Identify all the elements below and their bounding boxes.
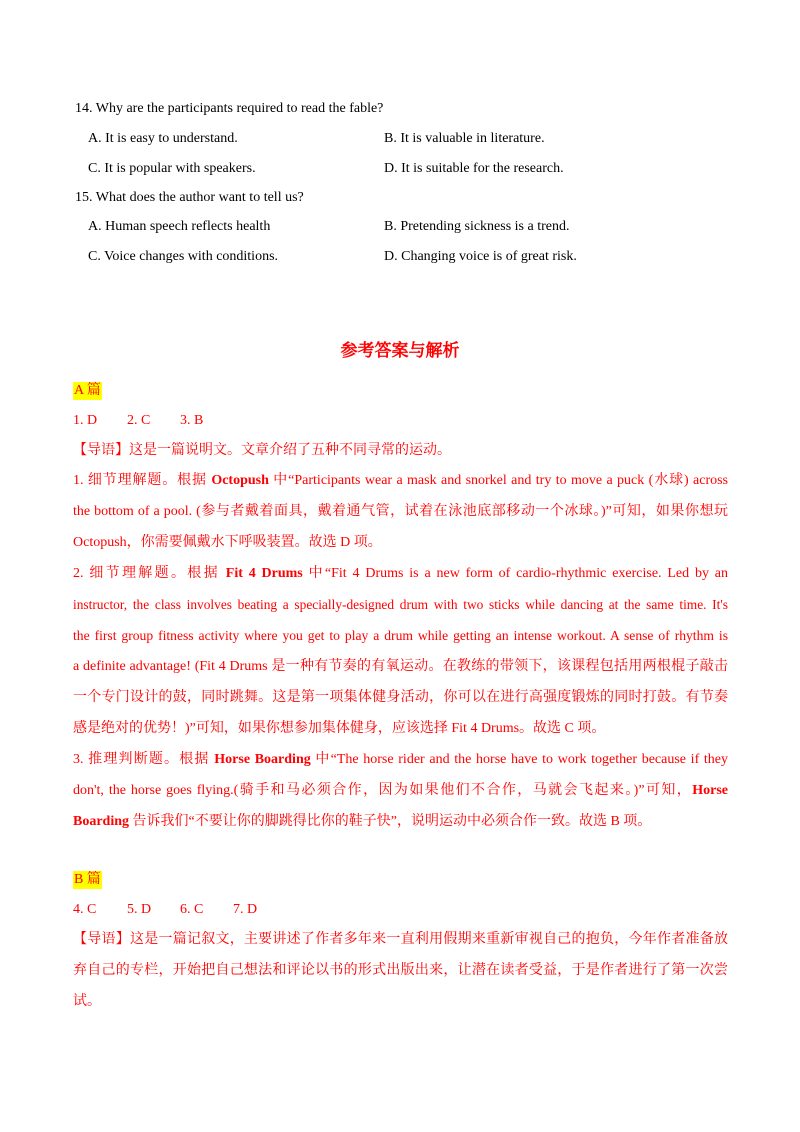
answers-title: 参考答案与解析 (340, 341, 460, 361)
explanation-1-line-2: the bottom of a pool. (参与者戴着面具，戴着通气管，试着在泳池底部移动一个冰球。)”可知，如果你想玩 (73, 504, 728, 519)
explanation-3-line-1 (73, 751, 728, 769)
section-a-intro: 【导语】这是一篇说明文。文章介绍了五种不同寻常的运动。 (73, 443, 451, 458)
explanation-3-lead: 3. 推理判断题。根据 (73, 752, 215, 767)
explanation-1-line-3: Octopush，你需要佩戴水下呼吸装置。故选 D 项。 (73, 535, 382, 550)
explanation-2-line-1 (73, 565, 728, 583)
explanation-1-quote: 中“Participants wear a mask and snorkel and try to move a puck (水球) across (268, 473, 728, 488)
explanation-1-lead: 1. 细节理解题。根据 (73, 473, 212, 488)
section-b-answers (73, 901, 728, 919)
explanation-3-conclusion: 告诉我们“不要让你的脚跳得比你的鞋子快”，说明运动中必须合作一致。故选 B 项。 (129, 814, 652, 829)
answer-5: 5. D (127, 902, 152, 917)
question-14-stem: 14. Why are the participants required to read the fable? (75, 101, 384, 116)
answer-2: 2. C (127, 413, 151, 428)
section-b-tag: B 篇 (74, 872, 101, 887)
explanation-1-line-1 (73, 472, 728, 490)
explanation-3-quote: 中“The horse rider and the horse have to work together because if they (310, 752, 728, 767)
explanation-3-keyword-2b: Boarding (73, 814, 130, 829)
explanation-3-keyword: Horse Boarding (214, 752, 311, 767)
question-15-option-d: D. Changing voice is of great risk. (384, 249, 577, 264)
explanation-3-quote-end: don't, the horse goes flying.(骑手和马必须合作，因为如果他们不合作，马就会飞起来。)”可知， (73, 783, 693, 798)
question-15-stem: 15. What does the author want to tell us? (75, 190, 304, 205)
question-15-option-a: A. Human speech reflects health (88, 219, 271, 234)
section-a-tag: A 篇 (74, 383, 101, 398)
answer-6: 6. C (180, 902, 204, 917)
explanation-2-quote: 中“Fit 4 Drums is a new form of cardio-rhythmic exercise. Led by an (302, 566, 728, 581)
question-15-option-b: B. Pretending sickness is a trend. (384, 219, 570, 234)
explanation-2-line-3: the first group fitness activity where you get to play a drum while getting an intense workout. A sense of rhythm is (73, 628, 728, 643)
explanation-2-line-5: 一个专门设计的鼓，同时跳舞。这是第一项集体健身活动，你可以在进行高强度锻炼的同时打鼓。有节奏 (73, 690, 728, 705)
question-14-option-d: D. It is suitable for the research. (384, 161, 564, 176)
explanation-1-keyword: Octopush (211, 473, 269, 488)
section-b-intro-line-1: 【导语】这是一篇记叙文，主要讲述了作者多年来一直利用假期来重新审视自己的抱负，今年作者准备放 (73, 932, 728, 947)
explanation-3-line-3 (73, 813, 728, 831)
explanation-2-line-6: 感是绝对的优势！)”可知，如果你想参加集体健身，应该选择 Fit 4 Drums。故选 C 项。 (73, 721, 606, 736)
answer-7: 7. D (233, 902, 258, 917)
explanation-2-keyword: Fit 4 Drums (225, 566, 303, 581)
question-15-option-c: C. Voice changes with conditions. (88, 249, 279, 264)
explanation-2-line-2: instructor, the class involves beating a specially-designed drum with two sticks while dancing at the same time. It's (73, 597, 728, 612)
question-14-option-c: C. It is popular with speakers. (88, 161, 256, 176)
explanation-2-lead: 2. 细节理解题。根据 (73, 566, 226, 581)
section-b-intro-line-2: 弃自己的专栏，开始把自己想法和评论以书的形式出版出来，让潜在读者受益，于是作者进行了第一次尝 (73, 963, 728, 978)
explanation-2-line-4: a definite advantage! (Fit 4 Drums 是一种有节奏的有氧运动。在教练的带领下，该课程包括用两根棍子敲击 (73, 659, 728, 674)
answer-1: 1. D (73, 413, 98, 428)
answer-4: 4. C (73, 902, 97, 917)
answer-3: 3. B (180, 413, 204, 428)
section-b-intro-line-3: 试。 (73, 994, 101, 1009)
explanation-3-keyword-2a: Horse (692, 783, 728, 798)
question-14-option-b: B. It is valuable in literature. (384, 131, 545, 146)
question-14-option-a: A. It is easy to understand. (88, 131, 238, 146)
section-a-answers (73, 412, 728, 430)
explanation-3-line-2 (73, 782, 728, 800)
